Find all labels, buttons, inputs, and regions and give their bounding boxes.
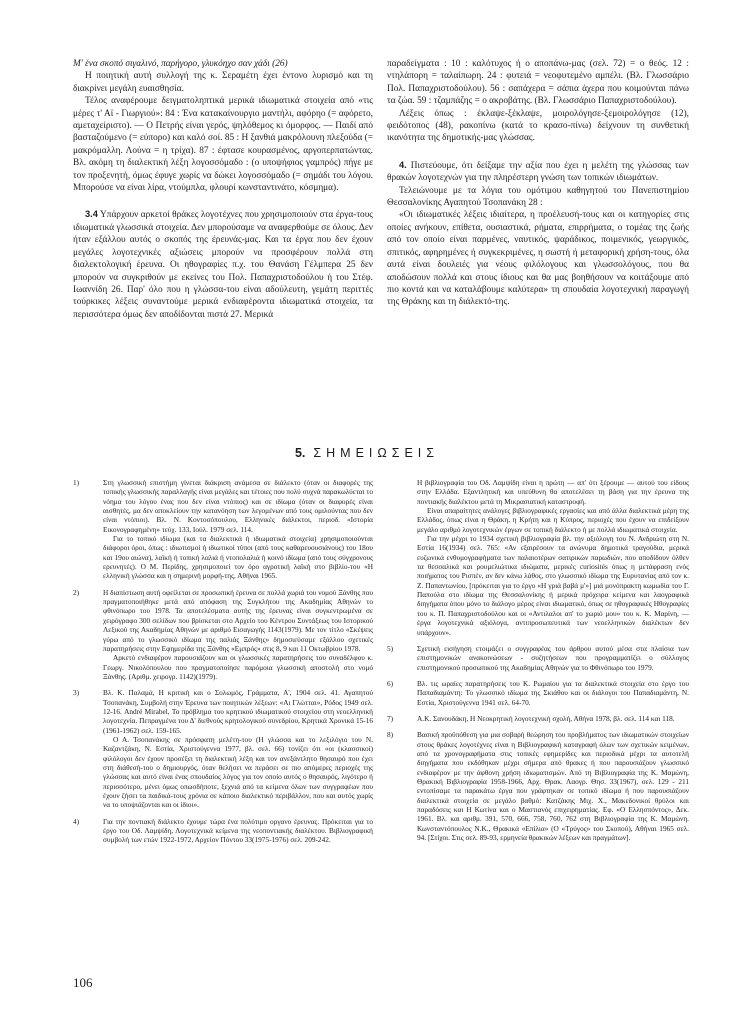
body-paragraph: Λέξεις όπως : έκλαψε-ξέκλαψε, μοιρολόγησε-ξεμοιρολόγησε (12), φειδότοπος (48), ρακοπίνω (κατά το κρασο-πίνω) δείχνουν τη συνθετική ικανότητα της δημοτικής-μας γλώσσας. bbox=[387, 108, 689, 144]
body-paragraph: Τελειώνουμε με τα λόγια του ομότιμου καθηγητού του Πανεπιστημίου Θεσσαλονίκης Αγαπητού Τσοπανάκη 28 : bbox=[387, 185, 689, 209]
endnote-text: Για την ποντιακή διάλεκτο έχουμε τώρα ένα πολύτιμο οργανο έρευνας. Πρόκειται για το έργο του Οδ. Λαμψίδη, Λογοτεχνικά κείμενα της νεοποντιακής διαλέκτου. Βιβλιογραφική συμβολή των ετών 1922-1972, Αρχείον Πόντου 33(1975-1976) σελ. 209-242. bbox=[103, 816, 373, 845]
endnote-text: Αρκετό ενδιαφέρον παρουσιάζουν και οι γλωσσικές παρατηρήσεις του συναδέλφου κ. Γεωργ. Νικολόπουλου που πραγματοποίησε παρόμοια γλωσσική αποστολή στο νομό Ξάνθης. (Αριθμ. χειρογρ. 1142)(1979). bbox=[103, 653, 373, 681]
notes-column-left bbox=[73, 478, 373, 852]
page-number: 106 bbox=[73, 975, 93, 990]
endnote-text: Βασική προϋπόθεση για μια σοβαρή θεώρηση του προβλήματος των ιδιωματικών στοιχείων στους θράκες λογοτέχνες είναι η Βιβλιογραφική καταγραφή όλων των σχετικών κειμένων, από τα χρονογραφήματα στις τοπικές εφημερίδες και περιοδικά μέχρι τα αυτοτελή διηγήματα που εκδόθηκαν μέχρι σήμερα από θρακες ή που παρουσιάζουν γλωσσικό ενδιαφέρον με την άφθονη χρήση ιδιωματισμών. Από τη Βιβλιογραφία της Κ. Μαμώνη, Θρακική Βιβλιογραφία 1958-1966, Αρχ. Θρακ. Λαογρ. Θησ. 33(1967), σελ. 129 - 211 εντοπίσαμε τα παρακάτω έργα που γράφτηκαν σε τοπικό ιδίωμα ή που παρουσιάζουν διαλεκτικά στοιχεία σε μεγάλο βαθμό: Κατζάκης Μιχ. Χ., Μακεδονικοί θρύλοι και παραδόσεις και Η Κωτίνα και ο Μαστιανός επιχειρηματίας. Εφ. «Ο Ελλησπόντος», Δεκ. 1961. Βλ. και αριθμ. 391, 570, 666, 758, 760, 762 στη Βιβλιογραφία της Κ. Μαμώνη. Κωνσταντόπουλος Ν.Κ., Θρακικά «Επίλια» (Ο «Τρύγος» του Σκοπού), Αθήναι 1965 σελ. 94. [Στίχοι. Στις σελ. 89-93, ερμηνεία θρακικών λέξεων και πραγμάτων]. bbox=[417, 730, 689, 843]
endnote bbox=[387, 714, 689, 723]
body-column-right bbox=[387, 58, 689, 309]
endnote-text: Σχετική εισήγηση ετοιμάζει ο συγγραφέας του άρθρου αυτού μέσα στα πλαίσια των επιστημονικών ανακοινώσεων - συζητήσεων που προγραμματίζει ο σύλλογος επιστημονικού προσωπικού της Ακαδημίας Αθηνών για το Φθινόπωρο του 1979. bbox=[417, 643, 689, 672]
endnote-text: Ο Α. Τσοπανάκης σε πρόσφατη μελέτη-του (Η γλώσσα και το λεξιλόγιο του Ν. Καζαντζάκη, Ν. Εστία, Χριστούγεννα 1977, βλ. σελ. 66) τονίζει ότι «οι (κλασσικοί) φιλόλογοι δεν έχουν προσέξει τη διαλεκτική λέξη και τον ανεξάντλητο θησαυρό που έχει στη διάθεσή-του ο δημιουργός, όταν θελήσει να περάσει σε πιο απόμερες περιοχές της γλώσσας και αυτό είναι ένας σπουδαίος λόγος για τον οποίο αυτός ο θησαυρός, λιγότερο ή περισσότερο, μένει όμως οπωσδήποτε, ξεχνιά από τα κείμενα όλων των συγγραφέων που έχουν ζήσει τα παιδικά-τους χρόνια σε κάποιο διαλεκτικό περιβάλλον, που και αυτός χωρίς να το υποψιάζονται και οι ίδιοι». bbox=[103, 734, 373, 810]
endnote-text: Α.Κ. Σανουδάκη, Η Νεοκρητική λογοτεχνική σχολή, Αθήνα 1978, βλ. σελ. 114 και 118. bbox=[417, 713, 675, 723]
body-paragraph: παραδείγματα : 10 : καλότυχος ή ο αποπάνω-μας (σελ. 72) = ο θεός. 12 : ντηλάπορη = ταλαίπωρη. 24 : φυτειά = νεοφυτεμένο αμπέλι. (Βλ. Γλωσσάριο Πολ. Παπαχριστοδούλου). 56 : σαπάχερα = σάπια άχερα που κοιμούνται πάνω τα ζώα. 59 : τζαμπάζης = ο ακροβάτης. (Βλ. Γλωσσάριο Παπαχριστοδούλου). bbox=[387, 59, 689, 107]
endnote-number: 4) bbox=[73, 816, 80, 826]
endnote-number: 5) bbox=[387, 643, 394, 653]
endnote-number: 8) bbox=[387, 730, 394, 740]
endnote bbox=[387, 679, 689, 707]
endnote bbox=[73, 478, 373, 581]
notes-heading-number: 5. bbox=[294, 446, 306, 460]
endnote-text: Βλ. τις ωραίες παρατηρήσεις του Κ. Ρωμαίου για τα διαλεκτικά στοιχεία στο έργο του Παπαδιαμάντη: Το γλωσσικό ιδίωμα της Σκιάθου και οι διάλογοι του Παπαδιαμάντη, Ν. Εστία, Χριστούγεννα 1941 σελ. 64-70. bbox=[417, 678, 689, 707]
endnote-number: 1) bbox=[73, 478, 80, 487]
endnote-text: Βλ. Κ. Παλαμά, Η κριτική και ο Σολωμός, Γράμματα, Α', 1904 σελ. 41. Αγαπητού Τσοπανάκη, Συμβολή στην Έρευνα των ποιητικών λέξεων: «Αι Γλώτται», Ρόδος 1949 σελ. 12-16. André Mirabel, Το πρόβλημα του κρητικού ιδιωματικού στοιχείου στη νεοελληνική λογοτεχνία. Πεπραγμένα του Δ' διεθνούς κρητολογικού συνεδρίου, Κρητικά Χρονικά 15-16 (1961-1962) σελ. 159-165. bbox=[103, 688, 373, 735]
endnote-number: 2) bbox=[73, 587, 80, 597]
section-text: Πιστεύουμε, ότι δείξαμε την αξία που έχει η μελέτη της γλώσσας των θρακών λογοτεχνών για την πληρέστερη γνώση των τοπικών ιδιωμάτων. bbox=[387, 160, 689, 184]
section-number: 3.4 bbox=[85, 209, 98, 220]
endnote-number: 3) bbox=[73, 688, 80, 698]
endnote bbox=[387, 478, 689, 637]
endnote-text: Για την μέχρι το 1934 σχετική βιβλιογραφία βλ. την αξιόλογη του Ν. Ανδριώτη στη Ν. Εστία 16(1934) σελ. 765: «Αν εξαιρέσουν τα ανώνυμα δημοτικά τραγούδια, μερικά ευζωνικά ενθυμογραφήματα των παλαιοτέρων σατιρικών παρωδιών, που αποδίδουν όλθεν τα θεσσαλικά και ρουμελιώτικα ιδιώματα, μερικές curiosités όπως η μετάφραση ενός ποιήματος του Ρισπέν, αν δεν κάνω λάθος, στο γλωσσικό ιδίωμα της Ευρυτανίας από τον κ. Ζ. Παπαντωνίου, [πρόκειται για το έργο «Η γριά βαβά μ'»] μιά μονόπρακτη κωμωδία του Γ. Παπούλα στο ιδίωμα της Θεσσαλονίκης ή μερικά πρόχειρα κείμενα και λαογραφικά διηγήματα όπου μόνο το διάλογο μέρος είναι ιδιωματικό, όπως σε ηθογραφικές Ηθογραφίες του κ. Π. Παπαχριστοδούλου και οι «Αντιλαλοι απ' το χωριό μου» του κ. Κ. Μαρίνη, — έργα λογοτεχνικά αξιόλογα, αντιπροσωπευτικά των νεοελληνικών διαλέκτων δεν υπάρχουν». bbox=[417, 534, 689, 637]
endnote-number: 7) bbox=[387, 713, 394, 723]
endnote bbox=[73, 817, 373, 845]
endnote bbox=[387, 730, 689, 842]
notes-column-right bbox=[387, 478, 689, 849]
endnote bbox=[73, 588, 373, 681]
quotation-paragraph: «Οι ιδιωματικές λέξεις ιδιαίτερα, η προέλευσή-τους και οι κατηγορίες στις οποίες ανήκουν, επίθετα, ουσιαστικά, ρήματα, επιρρήματα, ο τομέας της ζωής από τον οποίο είναι παρμένες, ναυτικός, ψαράδικος, ποιμενικός, γεωργικός, σπιτικός, αφηρημένες ή συγκεκριμένες, η σωστή ή μεταφορική χρήση-τους, όλα αυτά είναι δουλειές για νέους φιλόλογους και γλωσσολόγους, που θα αποδώσουν πολλά και στους ίδιους και θα μας βοηθήσουν να κοιτάξουμε από πιο κοντά και να καταλάβουμε καλύτερα» τη σπουδαία λογοτεχνική παραγωγή της Θράκης και τη διάλεκτό-της. bbox=[387, 210, 689, 308]
section-4-paragraph bbox=[387, 159, 689, 185]
endnote-text: Είναι απαραίτητες ανάλογες βιβλιογραφικές εργασίες και από άλλα διαλεκτικά μέρη της Ελλάδος, όπως είναι η Θράκη, η Κρήτη και η Κύπρος, περιοχές που έχουν να επιδείξουν μεγάλο αριθμό λογοτεχνικών έργων σε τοπική διάλεκτο ή με πολλά ιδιωματικά στοιχεία. bbox=[417, 506, 689, 534]
notes-heading-title: ΣΗΜΕΙΩΣΕΙΣ bbox=[313, 446, 440, 460]
endnote-text: Για το τοπικό ιδίωμα (και τα διαλεκτικά ή ιδιωματικά στοιχεία) χρησιμοποιούνται διάφοροι όροι, όπως : ιδιωτισμοί ή ιδιωτικοί τύποι (από τους καθαρευουσιάνους) του 18ου και 19ου αιώνα), λαϊκή ή τοπική λαλιά ή ντοπολαλιά ή κοινό ιδίωμα (από τους σύγχρονους ερευνητές). Ο Μ. Περίδης, χρησιμοποιεί τον όρο αγροτική λαϊκή στο βιβλίο-του «Η ελληνική γλώσσα και η σημερινή μορφή-της, Αθήναι 1965. bbox=[103, 534, 373, 581]
body-paragraph: Η ποιητική αυτή συλλογή της κ. Σεραμέτη έχει έντονο λυρισμό και τη διακρίνει μεγάλη ευαισθησία. bbox=[73, 71, 373, 94]
section-3-4-paragraph bbox=[73, 208, 373, 321]
section-text: Υπάρχουν αρκετοί θράκες λογοτέχνες που χρησιμοποιούν στα έργα-τους ιδιωματικά γλωσσικά στοιχεία. Δεν μπορούσαμε να αναφερθούμε σε όλους. Δεν ήταν εξάλλου αυτός ο σκοπός της έρευνάς-μας. Και τα έργα που δεν έχουν μεγάλες λογοτεχνικές αξιώσεις μπορούν να προσφέρουν πολλά στη διαλεκτολογική έρευνα. Οι ηθογραφίες π.χ. του Θανάση Γέλμπερα 25 δεν μπορούν να συγκριθούν με εκείνες του Πολ. Παπαχριστοδούλου ή του Στέφ. Ιωαννίδη 26. Παρ' όλο που η γλώσσα-του είναι αδούλευτη, γεμάτη περιττές τούρκικες λέξεις συναντούμε μερικά ενδιαφέροντα ιδιωματικά στοιχεία, τα περισσότερα όμως δεν αποδίδονται πιστά 27. Μερικά bbox=[73, 210, 373, 320]
endnote-number: 6) bbox=[387, 678, 394, 688]
endnote bbox=[73, 688, 373, 809]
notes-heading bbox=[0, 446, 734, 460]
endnote bbox=[387, 644, 689, 672]
endnote-text: Στη γλωσσική επιστήμη γίνεται διάκριση ανάμεσα σε διάλεκτο (όταν οι διαφορές της τοπικής γλωσσικής παραλλαγής είναι μεγάλες και τέτοιες που πολύ συχνά παρακωλύεται το νόημα του λόγου ένας που δεν είναι ντόπιος) και σε ιδίωμα (όταν οι διαφορές είναι αισθητές, μα δεν αποκλείουν την κατανόηση των λεγομένων από τους ομιλούντας που δεν είναι ντόπιοι). Βλ. Ν. Κοντοσόπουλου, Ελληνικές διάλεκτοι, περιοδ. «Ιστορία Εικονογραφημένη» τεύχ. 133, Ιούλ. 1979 σελ. 114. bbox=[103, 478, 373, 534]
section-number: 4. bbox=[399, 159, 407, 170]
endnote-text: Η βιβλιογραφία του Οδ. Λαμψίδη είναι η πρώτη — απ' ότι ξέρουμε — αυτού του είδους στην Ελλάδα. Εξαντλητική και υπεύθυνη θα αποτελέσει τη βάση για την έρευνα της ποντιακής διαλέκτου μετά τη Μικρασιατική καταστροφή. bbox=[417, 478, 689, 506]
body-paragraph: Τέλος αναφέρουμε δειγματοληπτικά μερικά ιδιωματικά στοιχεία από «τις μέρες τ' Αϊ - Γιωργιού»: 84 : Ένα κατακαίνουργιο μαντήλι, αφόρηο (= αφόρετο, αμεταχείριστο). — Ο Πετρής είναι γερός, ψηλόθεμος κι όμορφος. — Παιδί από βασταζούμενο (= εύπορο) και καλό σοί. 85 : Η ξανθιά μακρόλουνη πλεξούδα (= μακρόμαλλη. Λούνα = η τρίχα). 87 : έφτασε κουρασμένος, αργοπερπατώντας. Βλ. ακόμη τη διαλεκτική λέξη λογοσσόμαδο : (ο υποψήφιος γαμπρός) πήγε με τον προξενητή, όμως έφυγε χωρίς να δώκει λογοσσόμαδο (= σημάδι του λόγου. Μπορούσε να είναι λίρα, ντούμπλα, φλουρί κωνσταντινάτο, κόσμημα). bbox=[73, 96, 373, 194]
endnote-text: Η διαπίστωση αυτή οφείλεται σε προσωπική έρευνα σε πολλά χωριά του νομού Ξάνθης που πραγματοποιήθηκε μετά από απόφαση της Συγκλήτου της Ακαδημίας Αθηνών το φθινόπωρο του 1978. Τα αποτελέσματα αυτής της έρευνας είναι συγκεντρωμένα σε χειρόγραφο 300 σελίδων που βρίσκεται στο Αρχείο του Κέντρου Συντάξεως του Ιστορικού Λεξικού της Ακαδημίας Αθηνών με αριθμό Εισαγωγής 1143(1979). Με τον τίτλο «Σκέψεις γύρω από το γλωσσικό ιδίωμα της παλιάς Ξάνθης» δημοσιεύσαμε εξάλλου σχετικές παρατηρήσεις στην Εφημερίδα της Ξάνθης «Εμπρός» στις 8, 9 και 11 Οκτωβρίου 1978. bbox=[103, 587, 373, 653]
body-paragraph: Μ' ένα σκοπό σιγαλινό, παρήγορο, γλυκόηχο σαν χάδι (26) bbox=[73, 59, 288, 69]
body-column-left bbox=[73, 58, 373, 321]
